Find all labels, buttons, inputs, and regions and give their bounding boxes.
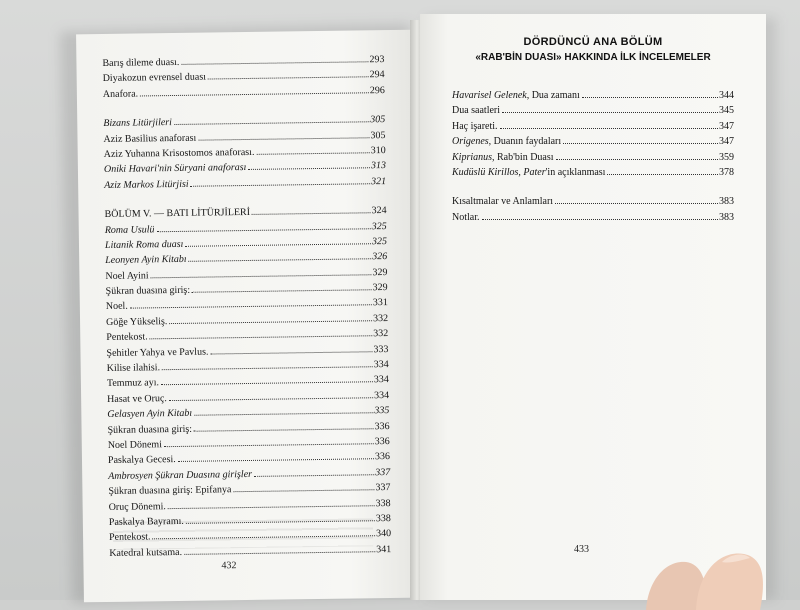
toc-entry-page: 325: [371, 220, 387, 232]
dot-leader: [169, 319, 372, 324]
dot-leader: [582, 96, 718, 98]
toc-entry-title: Notlar.: [452, 211, 480, 223]
dot-leader: [181, 60, 368, 65]
toc-entry-title-normal: Rab'bin Duası: [494, 151, 554, 163]
dot-leader: [194, 427, 374, 432]
toc-entry-page: 359: [719, 151, 734, 163]
toc-entry-page: 335: [374, 405, 390, 417]
chapter-heading-line2: «RAB'BİN DUASI» HAKKINDA İLK İNCELEMELER: [475, 52, 711, 63]
toc-entry-page: 296: [369, 84, 385, 97]
toc-entry-title: Leonyen Ayin Kitabı: [105, 254, 187, 267]
toc-entry-title: Barış dileme duası.: [102, 56, 180, 69]
dot-leader: [151, 273, 372, 278]
dot-leader: [555, 202, 718, 204]
toc-entry-title: Şükran duasına giriş: Epifanya: [108, 484, 232, 498]
toc-entry-title: Oniki Havari'nin Süryani anaforası: [103, 162, 247, 176]
toc-entry-title: Noel Ayini: [105, 270, 149, 282]
toc-entry-title: Şükran duasına giriş:: [107, 423, 193, 436]
toc-entry-page: 305: [370, 114, 386, 126]
dot-leader: [184, 550, 375, 555]
toc-entry-title: Katedral kutsama.: [109, 546, 183, 559]
toc-entry-page: 338: [375, 497, 391, 509]
toc-entry-title: Göğe Yükseliş.: [105, 315, 168, 328]
toc-entry-title: Haç işareti.: [452, 120, 498, 132]
toc-entry-title: Paskalya Bayramı.: [108, 515, 184, 528]
toc-entry-title: Pentekost.: [106, 331, 148, 344]
toc-entry-page: 345: [719, 105, 734, 117]
toc-entry-title-italic: Kiprianus,: [452, 151, 495, 163]
dot-leader: [198, 136, 369, 140]
toc-entry-page: 305: [370, 129, 386, 141]
toc-entry-title: Temmuz ayı.: [106, 377, 160, 390]
toc-entry-page: 336: [374, 420, 390, 432]
toc-entry-title: BÖLÜM V. — BATI LİTÜRJİLERİ: [104, 207, 251, 221]
toc-entry-page: 325: [371, 235, 388, 248]
toc-entry-title: [452, 88, 580, 103]
toc-entry-title: Roma Usulü: [104, 223, 155, 236]
toc-entry-page: 341: [376, 543, 392, 555]
toc-entry-page: 338: [375, 512, 391, 525]
toc-entry-title: Bizans Litürjileri: [103, 117, 172, 130]
toc-entry-title: Litanik Roma duası: [104, 238, 184, 251]
toc-entry-page: 337: [375, 466, 391, 478]
toc-entry-title-normal: 'in açıklanması: [545, 166, 606, 178]
dot-leader: [150, 335, 373, 340]
dot-leader: [563, 142, 718, 144]
dot-leader: [248, 167, 370, 171]
toc-entry-page: 310: [370, 145, 386, 157]
dot-leader: [185, 242, 371, 247]
dot-leader: [233, 488, 374, 492]
toc-entry-page: 321: [371, 175, 387, 187]
toc-entry: [452, 103, 734, 118]
dot-leader: [189, 258, 372, 263]
toc-entry-page: 378: [719, 166, 734, 178]
chapter-heading: [440, 34, 746, 65]
dot-leader: [164, 442, 374, 447]
toc-entry-title: Noel Dönemi: [107, 439, 163, 451]
toc-entry: [452, 194, 734, 209]
dot-leader: [191, 182, 371, 187]
left-page: [76, 30, 418, 603]
toc-entry-page: 347: [719, 120, 734, 132]
toc-entry-title: Ambrosyen Şükran Duasına girişler: [108, 468, 253, 482]
dot-leader: [161, 381, 373, 386]
toc-entry-title: Aziz Yuhanna Krisostomos anaforası.: [103, 146, 255, 160]
toc-entry-page: 294: [369, 69, 385, 81]
right-table-of-contents: [452, 88, 734, 225]
toc-entry: [452, 134, 734, 149]
toc-entry-title: Noel.: [105, 301, 128, 313]
right-page-number: 433: [574, 544, 589, 555]
dot-leader: [178, 458, 374, 463]
toc-entry-title: Oruç Dönemi.: [108, 500, 166, 513]
bleed-through-text: [113, 518, 373, 550]
right-page: [420, 14, 766, 600]
toc-entry-title: [452, 150, 554, 165]
toc-entry-page: 340: [375, 528, 392, 540]
toc-entry-page: 329: [372, 266, 388, 278]
toc-entry-page: 313: [370, 160, 386, 172]
toc-entry-page: 336: [374, 436, 390, 448]
toc-entry-page: 336: [374, 451, 391, 463]
toc-entry-page: 293: [369, 54, 385, 66]
dot-leader: [169, 396, 373, 401]
toc-entry-page: 332: [372, 312, 389, 325]
toc-entry-page: 334: [374, 389, 390, 402]
left-page-number: 432: [221, 560, 237, 572]
dot-leader: [157, 227, 371, 232]
toc-entry-page: 332: [373, 328, 389, 340]
dot-leader: [607, 173, 718, 175]
toc-entry-title: Şehitler Yahya ve Pavlus.: [106, 346, 209, 359]
toc-entry-page: 337: [375, 482, 391, 494]
chapter-heading-line1: DÖRDÜNCÜ ANA BÖLÜM: [523, 36, 663, 48]
dot-leader: [252, 211, 371, 215]
toc-entry-title: Kısaltmalar ve Anlamları: [452, 196, 554, 208]
dot-leader: [254, 473, 374, 477]
toc-entry-page: 331: [372, 297, 388, 309]
toc-entry-title-normal: Dua zamanı: [529, 90, 580, 101]
dot-leader: [502, 111, 718, 113]
toc-entry-title: Hasat ve Oruç.: [107, 392, 167, 405]
toc-entry-title: Paskalya Gecesi.: [107, 454, 176, 467]
toc-entry-title-normal: Duanın faydaları: [491, 136, 562, 148]
dot-leader: [174, 120, 369, 125]
toc-entry: [452, 210, 734, 225]
toc-entry-title: Gelasyen Ayin Kitabı: [107, 407, 193, 421]
toc-entry-page: 324: [371, 205, 387, 217]
toc-entry-page: 334: [373, 374, 389, 386]
toc-entry: [452, 150, 734, 165]
dot-leader: [500, 127, 718, 129]
dot-leader: [130, 304, 372, 309]
toc-entry-title: Aziz Basilius anaforası: [103, 132, 197, 145]
toc-entry: [452, 165, 734, 180]
dot-leader: [482, 218, 719, 220]
dot-leader: [168, 504, 375, 509]
toc-entry-page: 347: [719, 136, 734, 148]
dot-leader: [194, 411, 373, 416]
toc-entry-title: Diyakozun evrensel duası: [102, 71, 207, 85]
toc-entry-title: Aziz Markos Litürjisi: [104, 178, 189, 191]
toc-entry-page: 383: [719, 211, 734, 223]
toc-entry-title: [452, 134, 561, 149]
toc-entry-page: 329: [372, 282, 388, 294]
dot-leader: [140, 91, 369, 96]
toc-entry-page: 334: [373, 359, 389, 371]
toc-entry-title-italic: Havarisel Gelenek,: [452, 90, 530, 101]
toc-entry-title-italic: Origenes,: [452, 136, 492, 148]
dot-leader: [210, 350, 372, 354]
toc-entry-title: Dua saatleri: [452, 105, 501, 117]
toc-entry-title: [452, 165, 605, 180]
toc-entry-page: 326: [372, 251, 388, 263]
toc-entry-title: Şükran duasına giriş:: [105, 284, 191, 298]
toc-entry-title: Kilise ilahisi.: [106, 362, 161, 374]
toc-entry-title-italic: Kudüslü Kirillos, Pater: [452, 166, 546, 178]
dot-leader: [556, 158, 718, 160]
toc-entry: [452, 88, 734, 103]
left-table-of-contents: [102, 52, 391, 561]
toc-entry-page: 333: [373, 343, 389, 355]
dot-leader: [208, 76, 369, 80]
dot-leader: [162, 365, 373, 370]
toc-entry-title: Anafora.: [102, 88, 139, 100]
toc-entry-title: Pentekost.: [109, 531, 151, 544]
toc-entry: [452, 119, 734, 134]
toc-entry-page: 344: [719, 90, 734, 101]
dot-leader: [256, 151, 369, 155]
toc-spacer: [452, 180, 734, 194]
toc-entry-page: 383: [719, 196, 734, 208]
dot-leader: [192, 288, 372, 293]
